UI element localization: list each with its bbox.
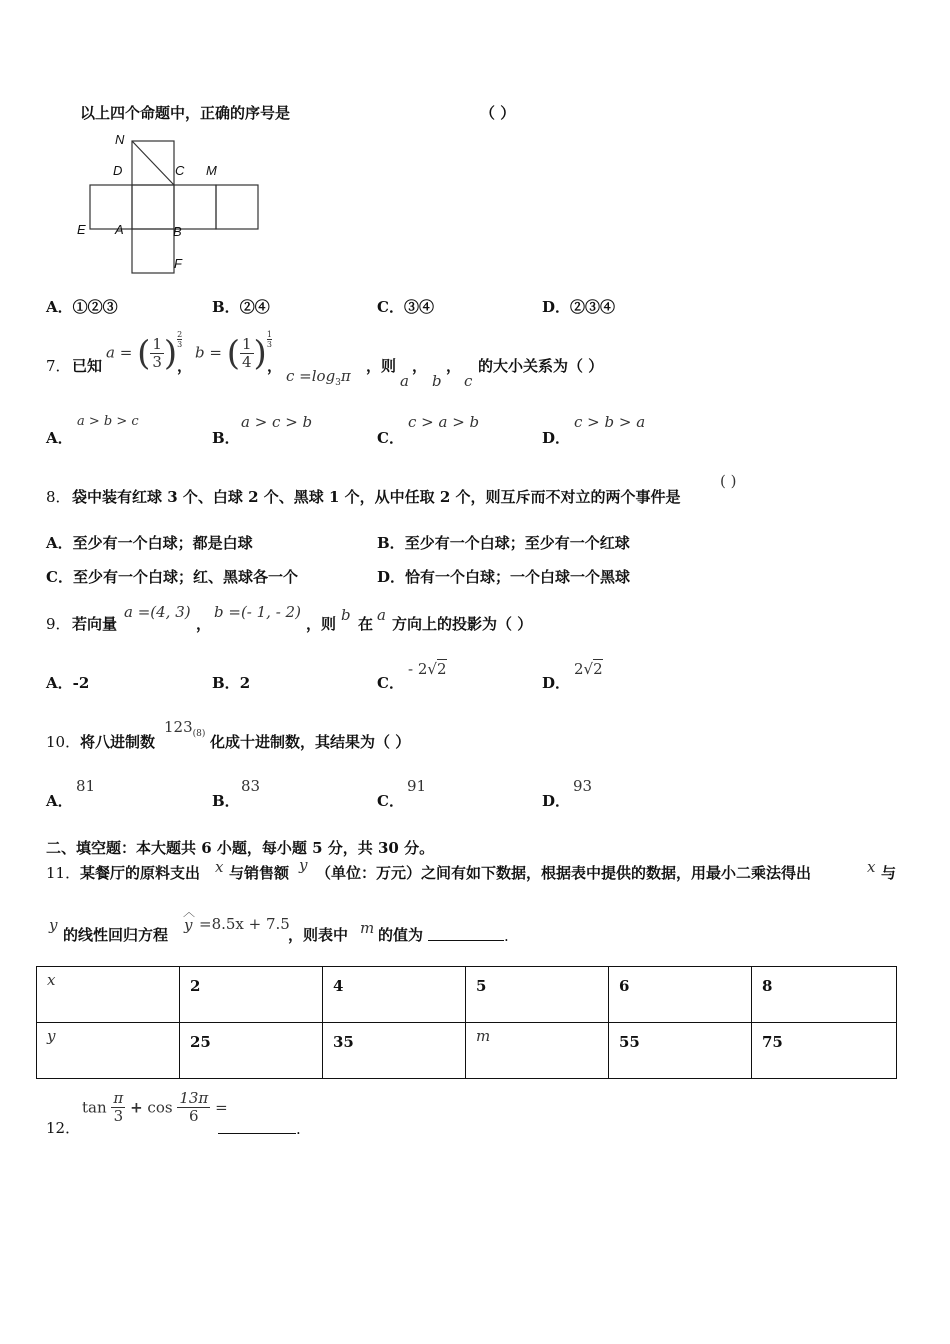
net-bottom-square: [132, 229, 174, 273]
q10-option-a-letter[interactable]: A．: [46, 792, 73, 810]
q8-option-a[interactable]: [46, 532, 253, 553]
label-D: D: [113, 163, 123, 178]
label-M: M: [206, 163, 217, 178]
option-text: 恰有一个白球；一个白球一个黑球: [405, 568, 631, 586]
q10-tail: 化成十进制数，其结果为（ ）: [210, 733, 411, 751]
option-letter: B．: [377, 534, 405, 552]
option-letter: C．: [377, 298, 404, 316]
q10-option-c-letter[interactable]: C．: [377, 792, 404, 810]
table-cell: 25: [180, 1023, 323, 1079]
q11-var-x: x: [215, 858, 224, 876]
q12-number: 12．: [46, 1119, 81, 1137]
q7-var-c: c: [464, 372, 473, 390]
sqrt-icon: √: [583, 660, 594, 678]
option-letter: A．: [46, 534, 73, 552]
q9-option-c-letter[interactable]: C．: [377, 674, 404, 692]
q7-var-a: a: [400, 372, 409, 390]
q9-option-b[interactable]: [212, 672, 250, 693]
net-diagonal: [132, 141, 174, 185]
left-paren: (: [226, 333, 240, 374]
table-row: [37, 1023, 897, 1079]
q11-line2-text2: ，则表中: [288, 926, 349, 944]
q10-option-c-value: 91: [407, 777, 427, 795]
q7-then: ，则: [366, 357, 397, 375]
option-text: 至少有一个白球；都是白球: [72, 534, 253, 552]
table-cell-m: m: [466, 1023, 609, 1079]
table-header-y: y: [37, 1023, 180, 1079]
q7-option-b-math: a > c > b: [241, 413, 313, 431]
option-text: ③④: [403, 298, 434, 316]
q10-option-d-letter[interactable]: D．: [542, 792, 571, 810]
q11-answer-blank[interactable]: .: [428, 924, 509, 945]
q9-comma: ，: [196, 615, 212, 633]
q7-b-expr: b =: [195, 343, 222, 362]
option-text: -2: [72, 674, 90, 692]
q9-a-vector: a =(4, 3): [124, 603, 191, 621]
right-paren: ): [253, 333, 267, 374]
right-paren: ): [163, 333, 178, 374]
table-row: [37, 967, 897, 1023]
option-letter: D．: [542, 298, 571, 316]
net-left-square: [90, 185, 132, 229]
q7-var-b: b: [432, 372, 442, 390]
q7-b-exponent: $\frac{1}{3}$: [266, 330, 272, 349]
q10-number: 10．: [46, 733, 81, 751]
q9-then: ，则: [306, 615, 337, 633]
q11-text3: （单位：万元）之间有如下数据，根据表中提供的数据，用最小二乘法得出: [316, 864, 812, 882]
q12-frac-1: $\frac{\pi}{3}$: [113, 1089, 124, 1125]
q8-paren: ( ): [720, 472, 737, 490]
q8-option-b[interactable]: [377, 532, 630, 553]
table-cell: 55: [609, 1023, 752, 1079]
option-text: ①②③: [72, 298, 118, 316]
q10-option-b-letter[interactable]: B．: [212, 792, 240, 810]
q7-comma1: ，: [412, 357, 428, 375]
table-cell: 5: [466, 967, 609, 1023]
table-header-x: x: [37, 967, 180, 1023]
q7-comma2: ，: [446, 357, 462, 375]
intro-paren: （ ）: [480, 104, 516, 122]
q11-text2: 与销售额: [229, 864, 290, 882]
q7-known: 已知: [72, 357, 103, 375]
q11-text4: 与: [881, 864, 897, 882]
label-C: C: [175, 163, 185, 178]
q6-option-a[interactable]: [46, 296, 118, 317]
q11-number: 11．: [46, 864, 81, 882]
option-letter: A．: [46, 674, 73, 692]
table-cell: 35: [323, 1023, 466, 1079]
q9-option-c-math: - 2√2: [408, 660, 447, 678]
option-text: 至少有一个白球；红、黑球各一个: [72, 568, 298, 586]
q6-option-c[interactable]: [377, 296, 434, 317]
option-letter: C．: [46, 568, 73, 586]
net-right-square: [174, 185, 216, 229]
q7-option-d-math: c > b > a: [574, 413, 646, 431]
q11-var-y: y: [299, 856, 308, 874]
q10-text1: 将八进制数: [80, 733, 156, 751]
option-text: ②④: [239, 298, 270, 316]
q7-option-a-letter[interactable]: A．: [46, 429, 73, 447]
q10-value: $123_{(8)}$: [164, 718, 206, 739]
q7-a-expr: a =: [106, 343, 133, 362]
q9-var-b: b: [341, 606, 351, 624]
table-cell: 8: [752, 967, 897, 1023]
label-B: B: [173, 224, 182, 239]
q7-b-definition: [195, 330, 272, 392]
table-cell: 6: [609, 967, 752, 1023]
q11-line2-text1: 的线性回归方程: [63, 926, 169, 944]
label-A: A: [115, 222, 124, 237]
section-title: 二、填空题：本大题共 6 小题，每小题 5 分，共 30 分。: [46, 839, 435, 857]
label-E: E: [77, 222, 86, 237]
q7-option-c-math: c > a > b: [408, 413, 480, 431]
q8-option-c[interactable]: [46, 566, 298, 587]
q9-option-d-math: 2√2: [574, 660, 603, 678]
option-letter: A．: [46, 298, 73, 316]
q10-option-d-value: 93: [573, 777, 593, 795]
q9-number: 9．: [46, 615, 71, 633]
blank-line: [218, 1117, 296, 1134]
data-table: [36, 966, 897, 1079]
q9-option-d-letter[interactable]: D．: [542, 674, 571, 692]
q7-c-definition: $c =\log_3\pi$: [286, 367, 351, 388]
q7-option-c-letter[interactable]: C．: [377, 429, 404, 447]
option-text: 至少有一个白球；至少有一个红球: [404, 534, 630, 552]
q11-text1: 某餐厅的原料支出: [80, 864, 201, 882]
q7-a-definition: [106, 330, 183, 392]
table-cell: 75: [752, 1023, 897, 1079]
q7-option-b-letter[interactable]: B．: [212, 429, 240, 447]
q8-option-d[interactable]: [377, 566, 630, 587]
q7-number: 7．: [46, 357, 71, 375]
q11-hat-y: y: [184, 916, 193, 934]
q11-var-m: m: [360, 919, 375, 937]
q9-b-vector: b =(- 1, - 2): [214, 603, 301, 621]
table-cell: 4: [323, 967, 466, 1023]
q12-answer-blank[interactable]: .: [218, 1117, 301, 1138]
q9-option-a[interactable]: [46, 672, 89, 693]
q12-frac-2: $\frac{13\pi}{6}$: [179, 1089, 209, 1125]
option-text: ②③④: [570, 298, 616, 316]
blank-line: [428, 924, 504, 941]
q10-option-a-value: 81: [76, 777, 96, 795]
q9-tail: 方向上的投影为（ ）: [392, 615, 533, 633]
label-N: N: [115, 132, 125, 147]
q7-tail: 的大小关系为（ ）: [478, 357, 604, 375]
q6-option-b[interactable]: [212, 296, 270, 317]
q11-line2-text3: 的值为: [378, 926, 424, 944]
sqrt-icon: √: [427, 660, 437, 678]
left-paren: (: [137, 333, 151, 374]
q7-sep2: ，: [267, 357, 283, 375]
q7-option-d-letter[interactable]: D．: [542, 429, 571, 447]
q7-b-fraction: $\frac{1}{4}$: [242, 335, 252, 371]
q11-var-x2: x: [867, 858, 876, 876]
intro-text: 以上四个命题中，正确的序号是: [80, 104, 291, 122]
q7-sep1: ，: [177, 357, 193, 375]
q12-expression: tan $\frac{\pi}{3}$ + cos $\frac{13\pi}{6}$ =: [82, 1089, 228, 1125]
hat-icon: ︿: [183, 905, 196, 919]
option-letter: B．: [212, 674, 240, 692]
q9-var-a: a: [377, 606, 386, 624]
net-center-square: [132, 185, 174, 229]
q8-text: 袋中装有红球 3 个、白球 2 个、黑球 1 个，从中任取 2 个，则互斥而不对立的两个事件是: [72, 488, 681, 506]
q8-number: 8．: [46, 488, 71, 506]
q7-a-exponent: $\frac{2}{3}$: [177, 330, 183, 349]
q10-option-b-value: 83: [241, 777, 261, 795]
q7-option-a-math: a > b > c: [77, 414, 139, 429]
cube-net-figure: [70, 128, 270, 278]
net-far-right-square: [216, 185, 258, 229]
q9-text1: 若向量: [72, 615, 118, 633]
q9-mid: 在: [358, 615, 374, 633]
table-cell: 2: [180, 967, 323, 1023]
q7-a-fraction: $\frac{1}{3}$: [152, 335, 162, 371]
q11-equation: =8.5x + 7.5: [199, 915, 290, 933]
option-letter: D．: [377, 568, 406, 586]
q6-option-d[interactable]: [542, 296, 615, 317]
q11-line2-y: y: [49, 916, 58, 934]
label-F: F: [174, 256, 182, 271]
option-letter: B．: [212, 298, 240, 316]
option-text: 2: [239, 674, 251, 692]
